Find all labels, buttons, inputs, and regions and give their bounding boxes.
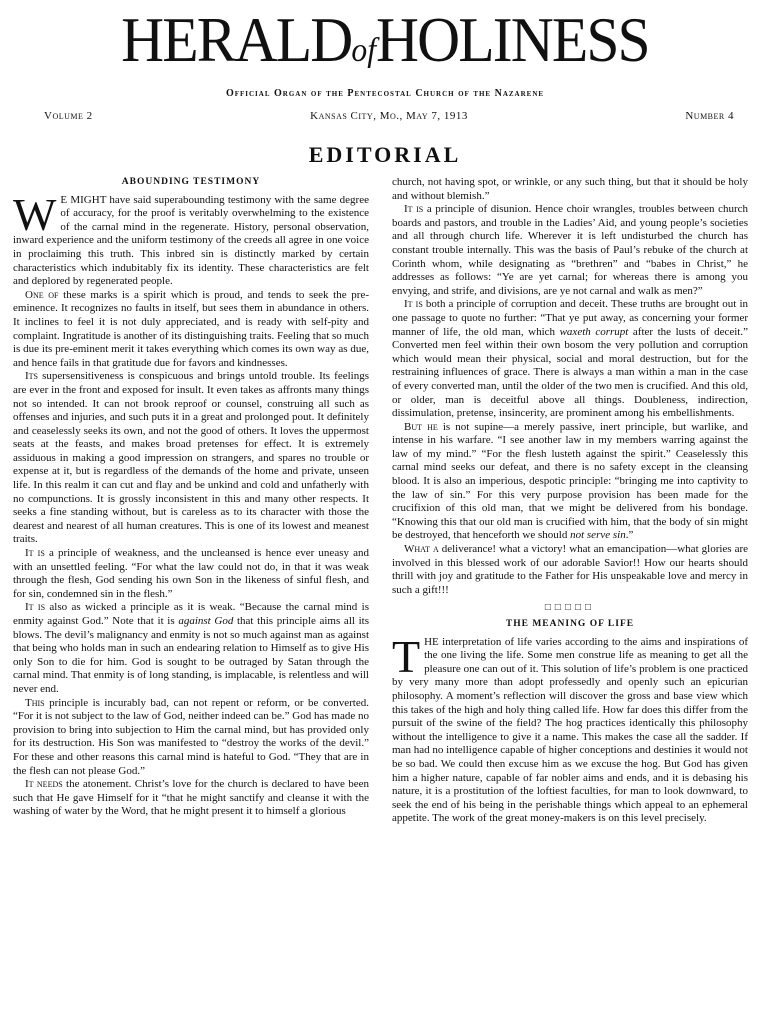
- article-heading: THE MEANING OF LIFE: [505, 619, 635, 629]
- article-paragraph: It needs the atonement. Christ’s love for the church is declared to have been such that He gave Himself for it “that he might sanctify and cleanse it with the washing of water by the Word, that he might present it to himself a glorious: [13, 778, 369, 818]
- drop-cap: W: [13, 188, 57, 240]
- article-paragraph: It is a principle of disunion. Hence choir wrangles, troubles between church boards and pastors, and trouble in the Ladies’ Aid, and young people’s societies and all through church life. Wherever it is left undisturbed the church has constant trouble internally. This was the basis of Paul’s rebuke of the church at Corinth whom, while designating as “brethren” and “babes in Christ,” he addresses as follows: “Ye are yet carnal; for whereas there is among you envying, and strife, and divisions, are ye not carnal and walk as men?”: [392, 203, 748, 297]
- article-paragraph: One of these marks is a spirit which is proud, and tends to seek the pre-eminence. It recognizes no faults in itself, but sees them in abundance in others. It inclines to feel it is not duly appreciated, and is ready with self-pity and complaint. Ingratitude is another of its distinguishing traits. Feeling that so much is due its pre-eminent merit it takes everything which comes its own way as due, and hence fails in that gratitude due for favors and kindnesses.: [13, 288, 369, 369]
- article-paragraph: It is also as wicked a principle as it is weak. “Because the carnal mind is enmity against God.” Note that it is against God that this principle aims all its blows. The devil’s malignancy and enmity is not so much against man as against that being who holds man in such an endearing relation to Himself as to give His only Son to die for him. God is sought to be outraged by Satan through the carnal mind. That enmity is of long standing, is implacable, is relentless and will never end.: [13, 601, 369, 695]
- article-paragraph: What a deliverance! what a victory! what an emancipation—what glories are involved in this blessed work of our adorable Savior!! How our hearts should thrill with joy and gratitude to the Father for His unspeakable love and mercy in such a gift!!!: [392, 543, 749, 596]
- section-title: EDITORIAL: [308, 142, 462, 167]
- article-paragraph: It is a principle of weakness, and the uncleansed is hence ever uneasy and with an unsettled feeling. “For what the law could not do, in that it was weak through the flesh, God sending his own Son in the likeness of sinful flesh, and for sin, condemned sin in the flesh.”: [13, 547, 369, 600]
- issue-number: Number 4: [685, 110, 734, 122]
- article-paragraph: It is both a principle of corruption and deceit. These truths are brought out in one passage to quote no further: “That ye put away, as concerning your former manner of life, the old man, which waxeth corrupt after the lusts of deceit.” Converted men feel within their own bosom the very pollution and corruption which would mean their physical, social and moral destruction, but for the restraining influences of grace. There is always a man within a man in the case of every converted man, until the older of the two men is crucified. And this old, or older, man is deceitful above all things. Doubleness, indirection, dissimulation, pretense, insincerity, are prominent among his embellishments.: [392, 298, 748, 420]
- masthead-herald: HERALD: [121, 4, 352, 75]
- issue-date: Kansas City, Mo., May 7, 1913: [310, 110, 468, 122]
- drop-cap: T: [392, 630, 421, 682]
- masthead-title: [46, 6, 725, 85]
- article-paragraph: church, not having spot, or wrinkle, or any such thing, but that it should be holy and without blemish.”: [392, 176, 748, 202]
- article-paragraph: W E MIGHT have said superabounding testimony with the same degree of accuracy, for the proof is veritably overwhelming to the existence of the carnal mind in the regenerate. History, personal observation, inward experience and the uniform testimony of the creeds all agree in one voice in proclaiming this truth. This inbred sin is distinctly marked by certain characteristics which indubitably fix its identity. These characteristics are felt and deplored by regenerated people.: [13, 188, 369, 288]
- article-paragraph: Its supersensitiveness is conspicuous and brings untold trouble. Its feelings are ever in the front and exposed for insult. It even takes as affronts many things not so intended. It can not brook reproof or counsel, construing all such as offenses and injuries, and such puts it in a great and prolonged pout. It definitely and ceaselessly seeks its own, and not the good of others. It loves the uppermost seats at the feasts, and makes broad pretenses for effect. It is extremely assiduous in making a good impression on strangers, and spares no trouble or expense at it, but is regardless of the demands of the home and private, unseen life. In this realm it can cut and flay and be unkind and cold and unfatherly with no compunctions. It is grossly inconsistent in this and many other respects. It seeks a fine standing without, but is careless as to its character with those the dearest and nearest of all human creatures. This is one of its lowest and meanest traits.: [13, 370, 369, 546]
- official-organ-line: Official Organ of the Pentecostal Church of the Nazarene: [225, 88, 545, 99]
- volume-number: Volume 2: [44, 110, 93, 122]
- article-paragraph: This principle is incurably bad, can not repent or reform, or be converted. “For it is not subject to the law of God, neither indeed can be.” God has made no provision to bring into subjection to Him the carnal mind, but has provided only for its destruction. His Son was manifested to “destroy the works of the devil.” For these and other reasons this carnal mind is hateful to God. “They that are in the flesh can not please God.”: [13, 696, 369, 777]
- masthead-of: of: [351, 32, 376, 69]
- section-separator: □□□□□: [544, 602, 596, 614]
- right-column: [392, 176, 748, 826]
- article-paragraph: But he is not supine—a merely passive, inert principle, but warlike, and intense in his warfare. “I see another law in my members warring against the law of my mind.” “For the flesh lusteth against the spirit.” Ceaselessly this carnal mind seeks our defeat, and there is no safety except in the cleansing blood. It is also an imperious, despotic principle: “bringing me into captivity to the law of sin.” For this very purpose provision has been made for the crucifixion of this old man, that we might be delivered from his bondage. “Knowing this that our old man is crucified with him, that the body of sin might be destroyed, that henceforth we should not serve sin.”: [392, 420, 749, 542]
- left-column: [13, 176, 369, 819]
- article-paragraph: THE interpretation of life varies according to the aims and inspirations of the one living the life. Some men construe life as meaning to get all the pleasure one can out of it. This solution of life’s problem is one practiced by very many more than adopt professedly and openly such an epicurian philosophy. A moment’s reflection will discover the gross and base view which this takes of the high and holy thing called life. How far does this differ from the pursuit of the swine of the field? The hog practices identically this philosophy without the intelligence to give it a name. This makes the case all the sadder. If man had no intelligence capable of higher conceptions and destinies it would not be so bad. We could then excuse him as we excuse the hog. But God has given him a higher nature, capable of far nobler aims and ends, and it is debasing his nature, it is a prostitution of the loftiest faculties, for man to look downward, to seek the end of his being in the perishable things which appeal to an ephemeral appetite. The work of the great money-makers is on this level precisely.: [392, 630, 748, 825]
- article-heading: ABOUNDING TESTIMONY: [121, 177, 261, 187]
- masthead-holiness: HOLINESS: [375, 4, 649, 75]
